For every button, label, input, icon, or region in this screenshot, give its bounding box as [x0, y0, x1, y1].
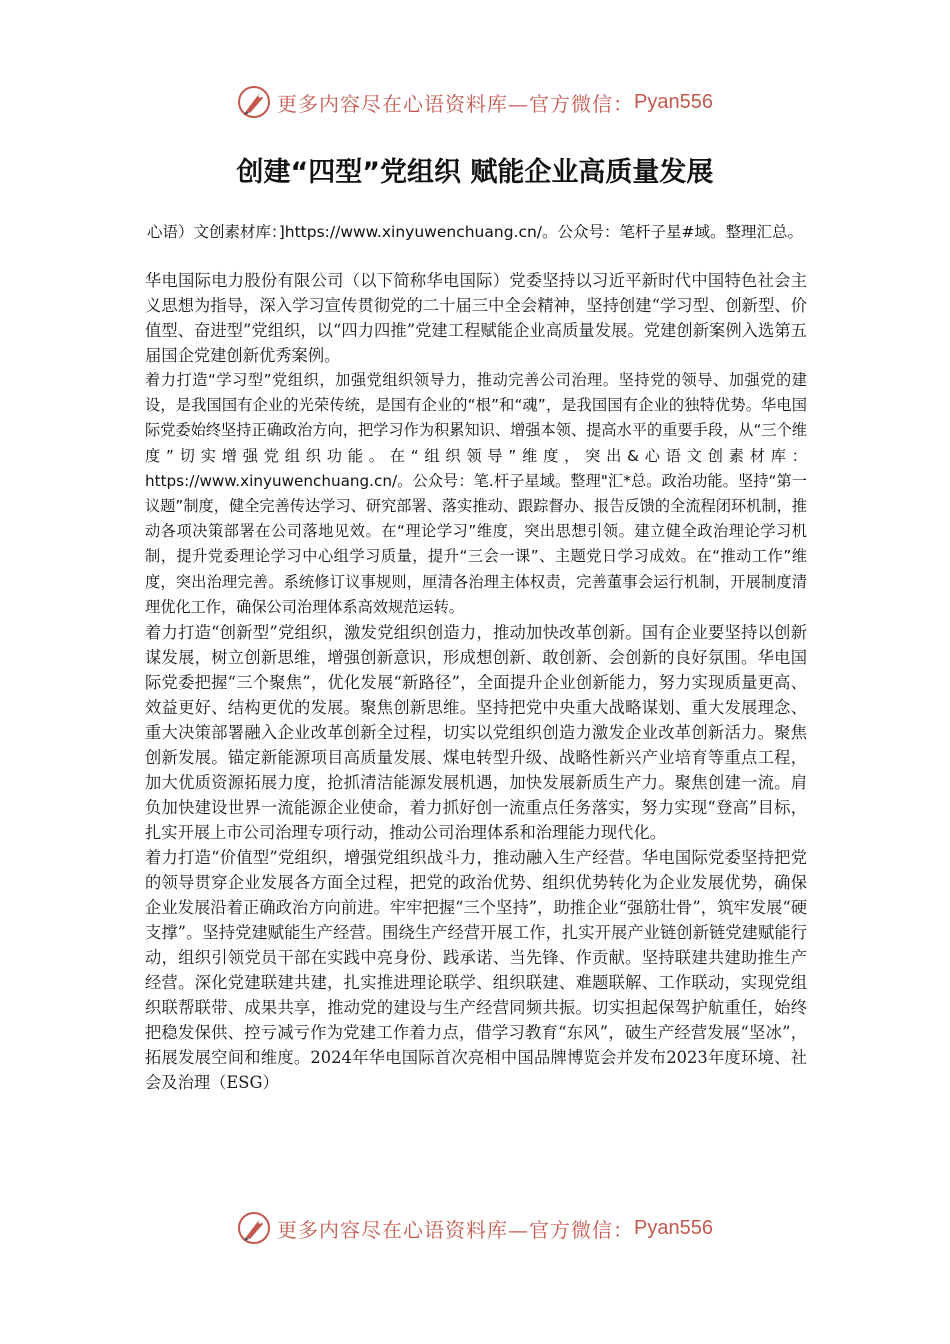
paragraph-intro: 华电国际电力股份有限公司（以下简称华电国际）党委坚持以习近平新时代中国特色社会主义思想为指导，深入学习宣传贯彻党的二十届三中全会精神，坚持创建“学习型、创新型、价值型、奋进型”党组织，以“四力四推”党建工程赋能企业高质量发展。党建创新案例入选第五届国企党建创新优秀案例。	[145, 271, 807, 365]
document-title: 创建“四型”党组织 赋能企业高质量发展	[236, 157, 714, 188]
pen-nib-logo-icon	[237, 85, 271, 119]
banner-text: 更多内容尽在心语资料库—官方微信：	[277, 1217, 635, 1242]
paragraph-innovation-type: 着力打造“创新型”党组织，激发党组织创造力，推动加快改革创新。国有企业要坚持以创新谋发展，树立创新思维，增强创新意识，形成想创新、敢创新、会创新的良好氛围。华电国际党委把握“三个聚焦”，优化发展“新路径”，全面提升企业创新能力，努力实现质量更高、效益更好、结构更优的发展。聚焦创新思维。坚持把党中央重大战略谋划、重大发展理念、重大决策部署融入企业改革创新全过程，切实以党组织创造力激发企业改革创新活力。聚焦创新发展。锚定新能源项目高质量发展、煤电转型升级、战略性新兴产业培育等重点工程，加大优质资源拓展力度，抢抓清洁能源发展机遇，加快发展新质生产力。聚焦创建一流。肩负加快建设世界一流能源企业使命，着力抓好创一流重点任务落实，努力实现“登高”目标，扎实开展上市公司治理专项行动，推动公司治理体系和治理能力现代化。	[145, 623, 807, 843]
footer-watermark-banner	[0, 1206, 950, 1250]
paragraph-learning-type: 着力打造“学习型”党组织，加强党组织领导力，推动完善公司治理。坚持党的领导、加强党的建设，是我国国有企业的光荣传统，是国有企业的“根”和“魂”，是我国国有企业的独特优势。华电国际党委始终坚持正确政治方向，把学习作为积累知识、增强本领、提高水平的重要手段，从“三个维度”切实增强党组织功能。在“组织领导”维度，突出&心语文创素材库：https://www.xinyuwenchuang.cn/。公众号：笔.杆子星域。整理"汇*总。政治功能。坚持“第一议题”制度，健全完善传达学习、研究部署、落实推动、跟踪督办、报告反馈的全流程闭环机制，推动各项决策部署在公司落地见效。在“理论学习”维度，突出思想引领。建立健全政治理论学习机制，提升党委理论学习中心组学习质量，提升“三会一课”、主题党日学习成效。在“推动工作”维度，突出治理完善。系统修订议事规则，厘清各治理主体权责，完善董事会运行机制，开展制度清理优化工作，确保公司治理体系高效规范运转。	[145, 371, 807, 616]
source-note: 心语）文创素材库：]https://www.xinyuwenchuang.cn/。公众号：笔杆子星#域。整理汇总。	[146, 223, 804, 241]
header-watermark-banner	[0, 80, 950, 124]
document-body	[145, 268, 807, 1095]
banner-wechat-id: Pyan556	[634, 90, 713, 113]
pen-nib-logo-icon	[237, 1211, 271, 1245]
banner-text: 更多内容尽在心语资料库—官方微信：	[277, 91, 635, 116]
banner-wechat-id: Pyan556	[634, 1216, 713, 1239]
paragraph-value-type: 着力打造“价值型”党组织，增强党组织战斗力，推动融入生产经营。华电国际党委坚持把党的领导贯穿企业发展各方面全过程，把党的政治优势、组织优势转化为企业发展优势，确保企业发展沿着正确政治方向前进。牢牢把握“三个坚持”，助推企业“强筋壮骨”，筑牢发展“硬支撑”。坚持党建赋能生产经营。围绕生产经营开展工作，扎实开展产业链创新链党建赋能行动，组织引领党员干部在实践中亮身份、践承诺、当先锋、作贡献。坚持联建共建助推生产经营。深化党建联建共建，扎实推进理论联学、组织联建、难题联解、工作联动，实现党组织联帮联带、成果共享，推动党的建设与生产经营同频共振。切实担起保驾护航重任，始终把稳发保供、控亏减亏作为党建工作着力点，借学习教育“东风”，破生产经营发展“坚冰”，拓展发展空间和维度。2024年华电国际首次亮相中国品牌博览会并发布2023年度环境、社会及治理（ESG）	[145, 848, 807, 1093]
